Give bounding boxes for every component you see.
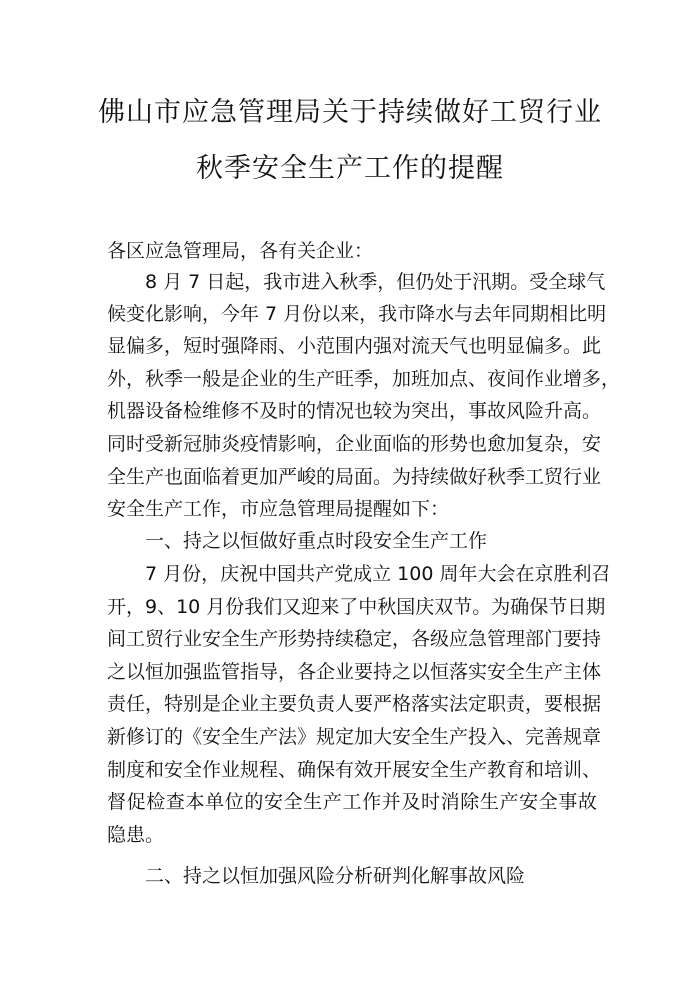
paragraph-2-line: 开，9、10 月份我们又迎来了中秋国庆双节。为确保节日期 <box>107 596 606 618</box>
document-title-line-2: 秋季安全生产工作的提醒 <box>196 153 504 184</box>
section-heading-2: 二、持之以恒加强风险分析研判化解事故风险 <box>145 865 526 887</box>
paragraph-1-line: 外，秋季一般是企业的生产旺季，加班加点、夜间作业增多， <box>107 368 621 390</box>
paragraph-1-line: 全生产也面临着更加严峻的局面。为持续做好秋季工贸行业 <box>107 466 602 488</box>
paragraph-2-line: 间工贸行业安全生产形势持续稳定，各级应急管理部门要持 <box>107 628 602 650</box>
paragraph-2-line: 新修订的《安全生产法》规定加大安全生产投入、完善规章 <box>107 726 602 748</box>
paragraph-2-line: 督促检查本单位的安全生产工作并及时消除生产安全事故 <box>107 791 597 813</box>
paragraph-1-line: 同时受新冠肺炎疫情影响，企业面临的形势也愈加复杂，安 <box>107 433 602 455</box>
section-heading-1: 一、持之以恒做好重点时段安全生产工作 <box>145 530 488 552</box>
paragraph-2-line: 之以恒加强监管指导，各企业要持之以恒落实安全生产主体 <box>107 661 602 683</box>
paragraph-2-line: 责任，特别是企业主要负责人要严格落实法定职责，要根据 <box>107 693 602 715</box>
paragraph-1-line: 显偏多，短时强降雨、小范围内强对流天气也明显偏多。此 <box>107 335 602 357</box>
document-title-line-1: 佛山市应急管理局关于持续做好工贸行业 <box>98 97 602 128</box>
paragraph-1-line: 机器设备检维修不及时的情况也较为突出，事故风险升高。 <box>107 400 602 422</box>
salutation: 各区应急管理局，各有关企业： <box>107 240 374 262</box>
paragraph-1-line: 8 月 7 日起，我市进入秋季，但仍处于汛期。受全球气 <box>145 271 606 293</box>
paragraph-2-line: 隐患。 <box>107 824 165 846</box>
paragraph-2-line: 7 月份，庆祝中国共产党成立 100 周年大会在京胜利召 <box>145 563 611 585</box>
paragraph-1-line: 安全生产工作，市应急管理局提醒如下： <box>107 498 450 520</box>
paragraph-1-line: 候变化影响，今年 7 月份以来，我市降水与去年同期相比明 <box>107 303 607 325</box>
paragraph-2-line: 制度和安全作业规程、确保有效开展安全生产教育和培训、 <box>107 759 602 781</box>
